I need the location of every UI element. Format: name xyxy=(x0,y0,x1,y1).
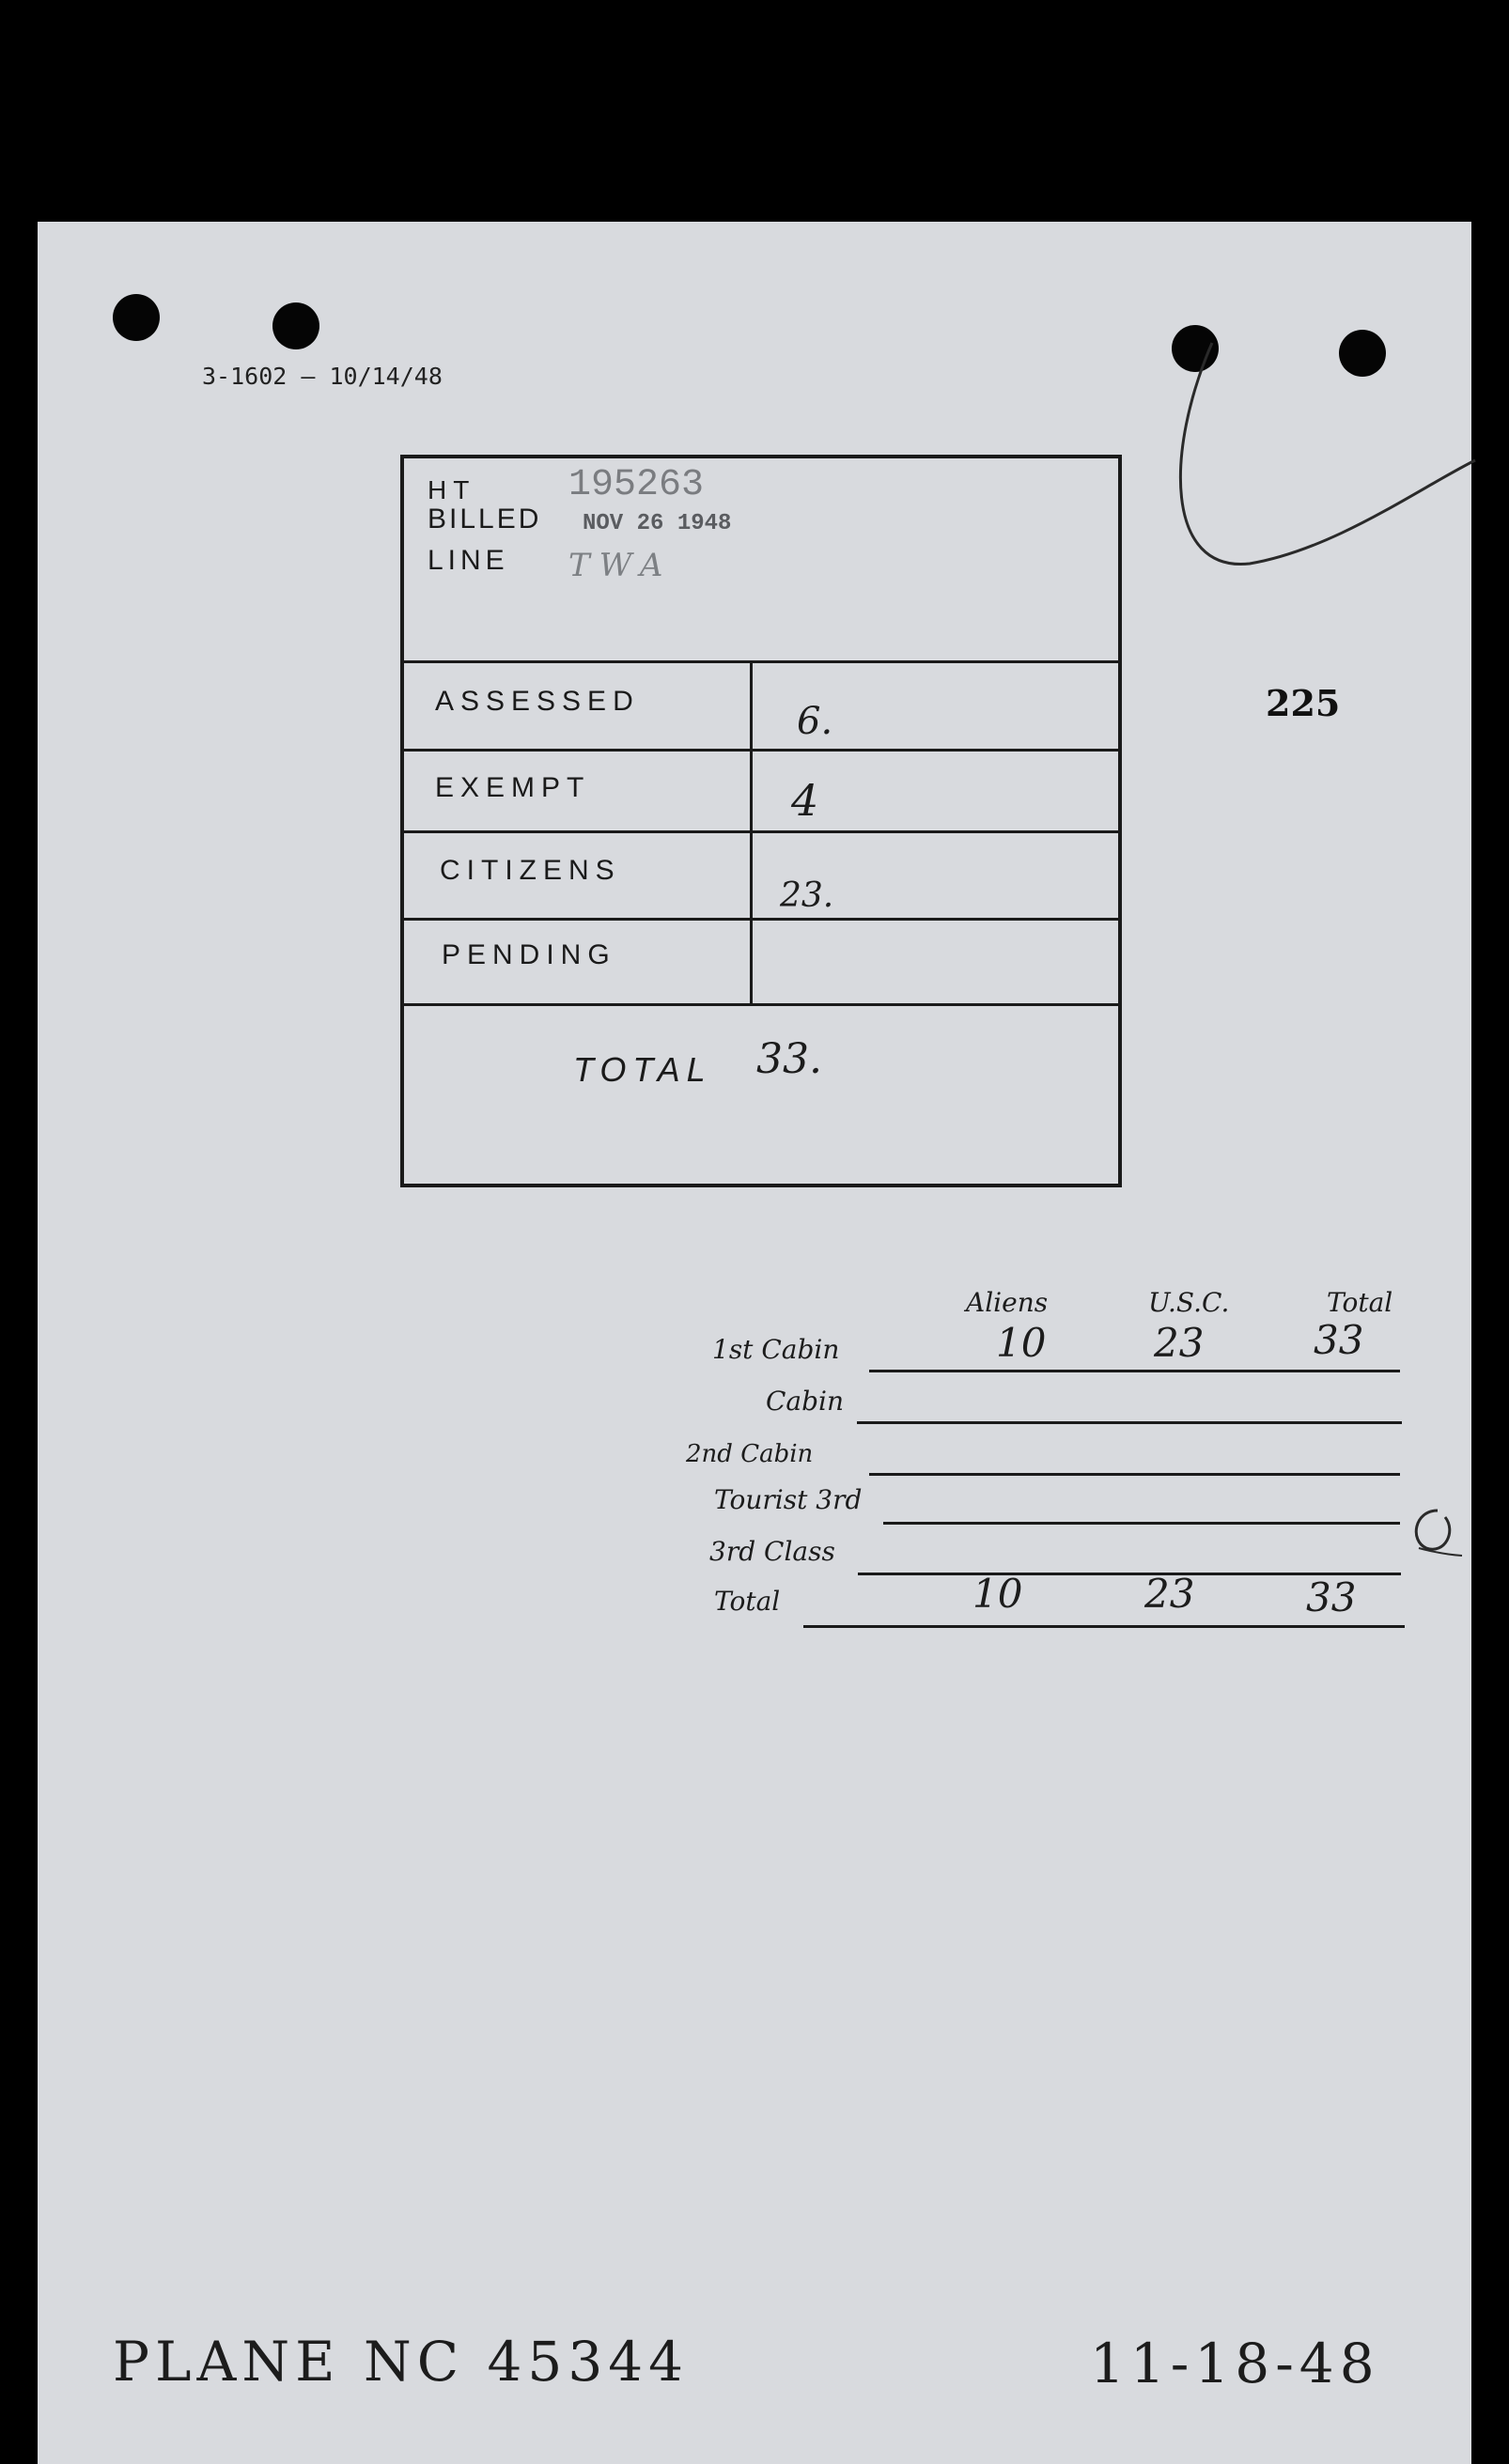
stamp-date: NOV 26 1948 xyxy=(583,511,732,536)
row-rule xyxy=(869,1370,1400,1372)
total-label: TOTAL xyxy=(573,1050,712,1089)
row-rule xyxy=(869,1473,1400,1476)
row-label-2nd-cabin: 2nd Cabin xyxy=(686,1440,814,1468)
exempt-label: EXEMPT xyxy=(435,772,591,803)
billed-label: BILLED xyxy=(428,504,542,535)
stamp-serial: 195263 xyxy=(568,464,705,506)
row-label-total: Total xyxy=(714,1586,781,1617)
row-rule xyxy=(857,1421,1402,1424)
punch-hole xyxy=(272,302,319,349)
citizens-label: CITIZENS xyxy=(440,855,621,886)
box-divider xyxy=(400,749,1122,752)
box-divider xyxy=(400,660,1122,663)
assessed-label: ASSESSED xyxy=(435,686,640,717)
citizens-value: 23. xyxy=(780,876,834,915)
row-label-tourist-3rd: Tourist 3rd xyxy=(714,1484,863,1515)
assessed-value: 6. xyxy=(797,700,833,743)
footer-date: 11-18-48 xyxy=(1090,2332,1380,2395)
line-label: LINE xyxy=(428,545,509,576)
row-label-cabin: Cabin xyxy=(766,1386,845,1417)
row-label-3rd-class: 3rd Class xyxy=(709,1536,835,1567)
row-rule xyxy=(883,1522,1400,1525)
row-rule xyxy=(803,1625,1405,1628)
stamp-carrier: TWA xyxy=(568,547,673,584)
cell-aliens: 10 xyxy=(996,1320,1047,1366)
box-divider xyxy=(400,918,1122,921)
exempt-value: 4 xyxy=(791,775,819,826)
row-label-1st-cabin: 1st Cabin xyxy=(712,1334,840,1365)
cell-usc: 23 xyxy=(1154,1320,1205,1366)
circle-mark-icon xyxy=(1400,1503,1466,1559)
cell-total: 33 xyxy=(1306,1574,1357,1620)
cell-aliens: 10 xyxy=(972,1571,1023,1617)
column-total: Total xyxy=(1327,1287,1393,1318)
form-reference: 3-1602 — 10/14/48 xyxy=(202,363,443,390)
column-usc: U.S.C. xyxy=(1148,1287,1230,1318)
box-divider xyxy=(400,1003,1122,1006)
column-aliens: Aliens xyxy=(966,1287,1049,1318)
ht-label: HT xyxy=(428,475,476,504)
box-divider xyxy=(400,830,1122,833)
pencil-mark-icon xyxy=(1146,338,1485,592)
page-number: 225 xyxy=(1266,682,1341,724)
plane-number: PLANE NC 45344 xyxy=(113,2330,690,2394)
cell-total: 33 xyxy=(1314,1317,1364,1363)
pending-label: PENDING xyxy=(442,939,616,970)
cell-usc: 23 xyxy=(1144,1571,1195,1617)
box-column-divider xyxy=(750,660,753,1003)
punch-hole xyxy=(113,294,160,341)
total-value: 33. xyxy=(756,1035,822,1083)
